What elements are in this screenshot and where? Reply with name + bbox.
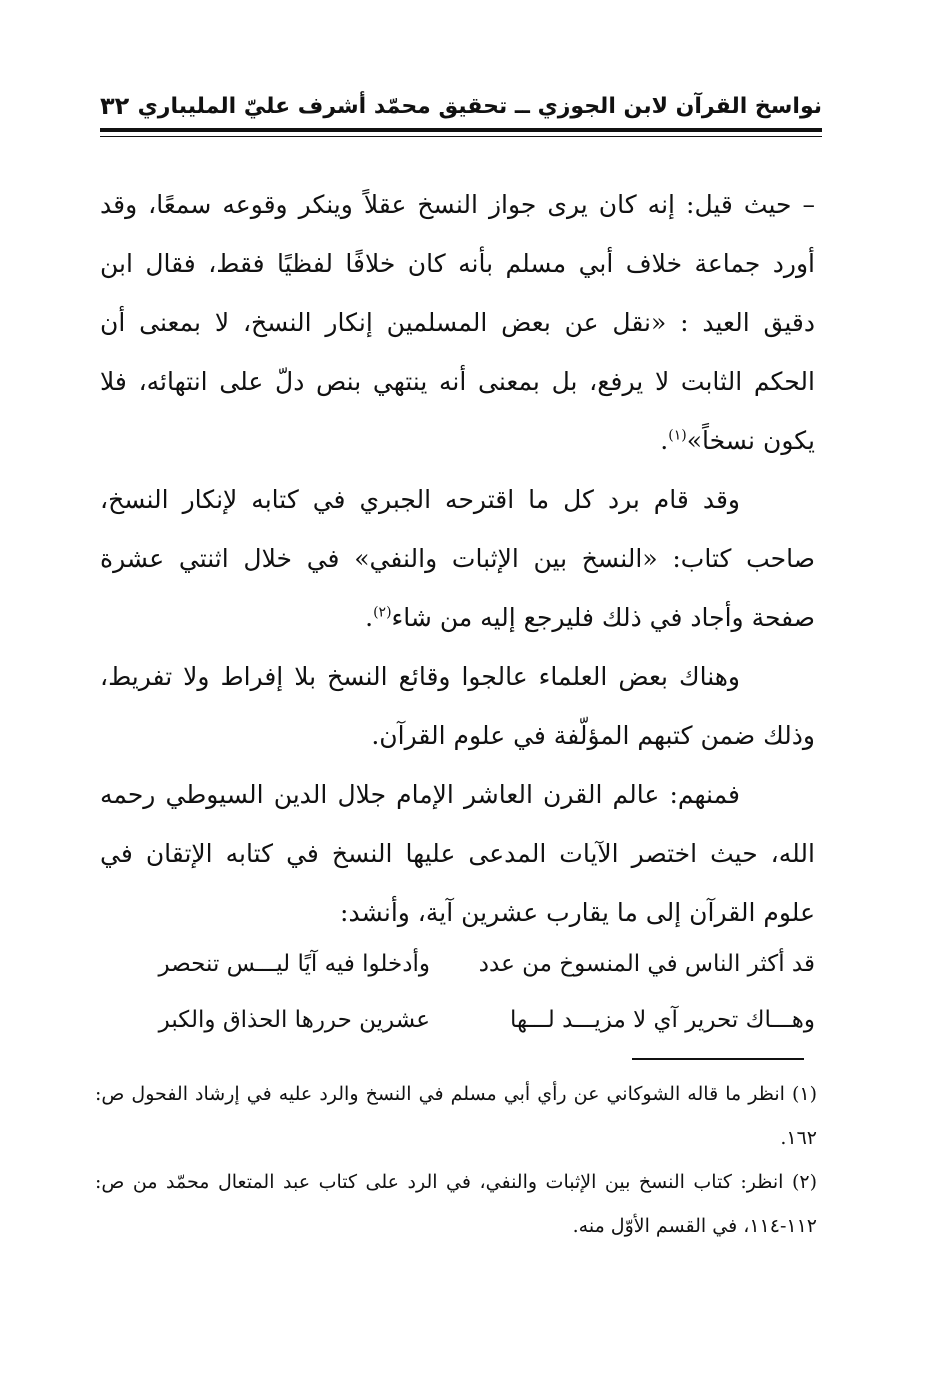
paragraph: فمنهم: عالم القرن العاشر الإمام جلال الدين السيوطي رحمه الله، حيث اختصر الآيات المدعى عليها النسخ في كتابه الإتقان في علوم القرآن إلى ما يقارب عشرين آية، وأنشد:	[100, 780, 815, 927]
verse-second-hemistich: عشرين حررها الحذاق والكبر	[158, 1007, 430, 1033]
paragraph: – حيث قيل: إنه كان يرى جواز النسخ عقلاً وينكر وقوعه سمعًا، وقد أورد جماعة خلاف أبي مسلم بأنه كان خلافًا لفظيًا فقط، فقال ابن دقيق العيد : «نقل عن بعض المسلمين إنكار النسخ، لا بمعنى أن الحكم الثابت لا يرفع، بل بمعنى أنه ينتهي بنص دلّ على انتهائه، فلا يكون نسخاً»$^{(١)}$.	[100, 190, 815, 455]
verse-second-hemistich: وأدخلوا فيه آيًا ليـــس تنحصر	[158, 951, 430, 977]
page-header	[100, 88, 822, 124]
footnote: (٢) انظر: كتاب النسخ بين الإثبات والنفي، في الرد على كتاب عبد المتعال محمّد من ص: ١١٢-١١٤، في القسم الأوّل منه.	[95, 1171, 817, 1237]
footnote: (١) انظر ما قاله الشوكاني عن رأي أبي مسلم في النسخ والرد عليه في إرشاد الفحول ص: ١٦٢.	[95, 1083, 817, 1149]
footnotes	[95, 1072, 817, 1248]
header-rule-thin	[100, 136, 822, 137]
verse-first-hemistich: وهـــاك تحرير آي لا مزيـــد لـــها	[509, 1007, 815, 1033]
footnote-ref: (١)	[668, 427, 687, 444]
poem-verses	[100, 936, 815, 1048]
main-text	[100, 175, 815, 942]
footnote-ref: (٢)	[373, 604, 392, 621]
verse-line	[100, 936, 815, 992]
verse-first-hemistich: قد أكثر الناس في المنسوخ من عدد	[478, 951, 815, 977]
verse-line	[100, 992, 815, 1048]
paragraph: وقد قام برد كل ما اقترحه الجبري في كتابه لإنكار النسخ، صاحب كتاب: «النسخ بين الإثبات والنفي» في خلال اثنتي عشرة صفحة وأجاد في ذلك فليرجع إليه من شاء$^{(٢)}$.	[100, 485, 815, 632]
header-rule-thick	[100, 128, 822, 132]
page-number: ٣٢	[100, 92, 130, 120]
running-title: نواسخ القرآن لابن الجوزي ــ تحقيق محمّد أشرف عليّ المليباري	[137, 93, 822, 119]
footnote-separator	[632, 1058, 804, 1060]
paragraph: وهناك بعض العلماء عالجوا وقائع النسخ بلا إفراط ولا تفريط، وذلك ضمن كتبهم المؤلّفة في علوم القرآن.	[100, 662, 815, 750]
